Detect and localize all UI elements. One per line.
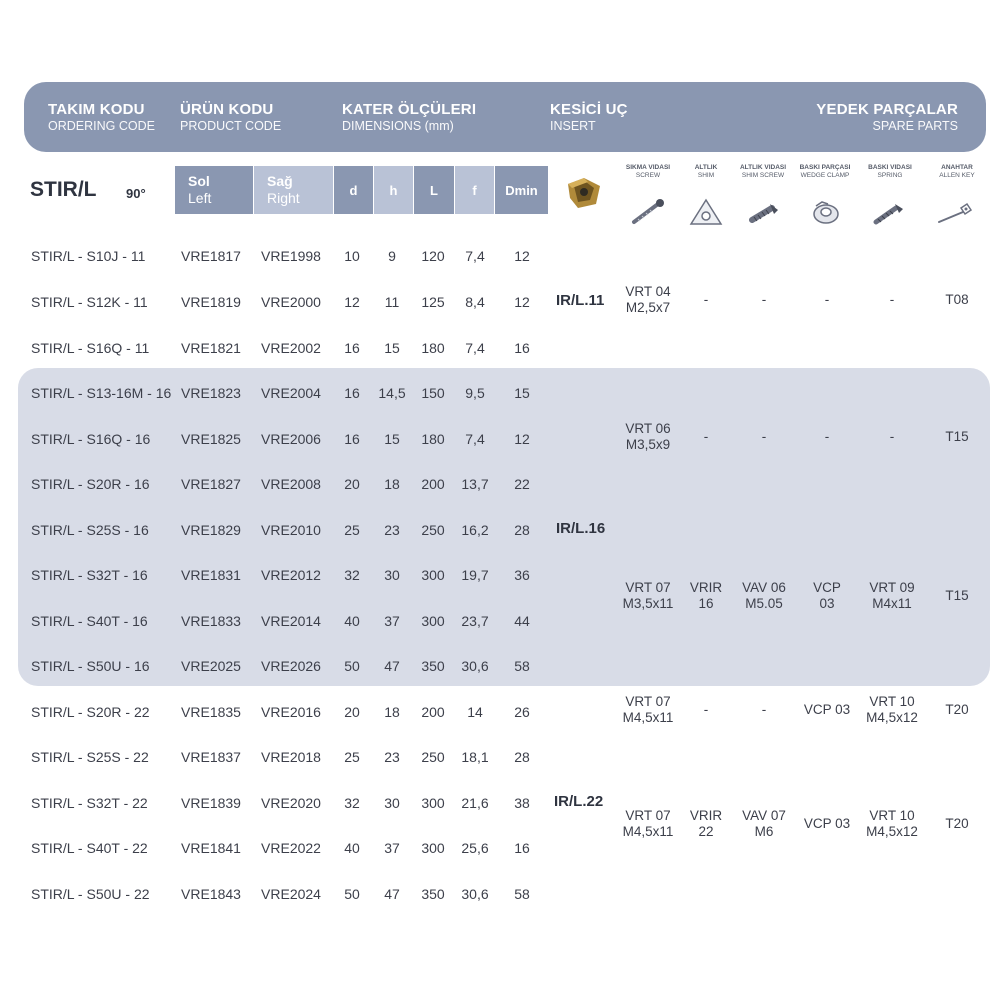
ordering-code: STIR/L - S25S - 16 bbox=[31, 522, 149, 538]
dim-L: 120 bbox=[421, 248, 445, 264]
right-product-code: VRE2018 bbox=[261, 749, 321, 765]
dim-f-header: f bbox=[455, 166, 494, 214]
dim-dmin: 28 bbox=[514, 522, 530, 538]
dim-d: 50 bbox=[344, 658, 360, 674]
spare-shim: - bbox=[703, 292, 709, 307]
dim-h: 23 bbox=[384, 522, 400, 538]
dim-f: 19,7 bbox=[461, 567, 489, 583]
dim-d: 40 bbox=[344, 840, 360, 856]
dim-L: 200 bbox=[421, 704, 445, 720]
right-product-code: VRE2022 bbox=[261, 840, 321, 856]
dim-d: 32 bbox=[344, 567, 360, 583]
left-product-code: VRE1833 bbox=[181, 613, 241, 629]
dim-L-header: L bbox=[414, 166, 454, 214]
dim-f: 9,5 bbox=[465, 385, 485, 401]
dim-d: 40 bbox=[344, 613, 360, 629]
dim-f: 13,7 bbox=[461, 476, 489, 492]
dim-dmin: 22 bbox=[514, 476, 530, 492]
dim-d: 20 bbox=[344, 704, 360, 720]
right-product-code: VRE2020 bbox=[261, 795, 321, 811]
spare-label-wedge-clamp: BASKI PARÇASI WEDGE CLAMP bbox=[799, 164, 851, 179]
dim-L: 300 bbox=[421, 840, 445, 856]
spare-screw: VRT 07 M4,5x11 bbox=[622, 808, 674, 839]
spring-screw-icon bbox=[870, 198, 906, 226]
ordering-code: STIR/L - S40T - 16 bbox=[31, 613, 148, 629]
left-product-code: VRE1821 bbox=[181, 340, 241, 356]
dim-L: 300 bbox=[421, 613, 445, 629]
dim-L: 180 bbox=[421, 340, 445, 356]
spare-shim: VRIR 16 bbox=[689, 580, 723, 611]
dim-f: 25,6 bbox=[461, 840, 489, 856]
tool-name: STIR/L bbox=[30, 178, 97, 201]
ordering-code: STIR/L - S16Q - 11 bbox=[31, 340, 150, 356]
header-product-code: ÜRÜN KODU PRODUCT CODE bbox=[180, 101, 282, 133]
right-column-header: Sağ Right bbox=[254, 166, 333, 214]
left-product-code: VRE1841 bbox=[181, 840, 241, 856]
spare-shim-screw: - bbox=[761, 429, 767, 444]
spare-allen-key: T20 bbox=[945, 816, 969, 831]
spare-wedge-clamp: VCP 03 bbox=[803, 816, 851, 831]
dim-dmin: 15 bbox=[514, 385, 530, 401]
right-product-code: VRE2006 bbox=[261, 431, 321, 447]
insert-16: IR/L.16 bbox=[556, 520, 606, 537]
header-insert: KESİCİ UÇ INSERT bbox=[550, 101, 628, 133]
right-product-code: VRE1998 bbox=[261, 248, 321, 264]
dim-h: 15 bbox=[384, 431, 400, 447]
dim-h: 11 bbox=[384, 294, 400, 310]
header-spare-parts: YEDEK PARÇALAR SPARE PARTS bbox=[816, 101, 958, 133]
ordering-code: STIR/L - S13-16M - 16 bbox=[31, 385, 172, 401]
dim-h: 47 bbox=[384, 658, 400, 674]
dim-dmin: 58 bbox=[514, 658, 530, 674]
table-row bbox=[0, 793, 1000, 813]
dim-dmin: 36 bbox=[514, 567, 530, 583]
dim-dmin: 12 bbox=[514, 431, 530, 447]
spare-shim: - bbox=[703, 429, 709, 444]
dim-h: 18 bbox=[384, 704, 400, 720]
dim-h: 37 bbox=[384, 840, 400, 856]
dim-L: 300 bbox=[421, 567, 445, 583]
spare-screw: VRT 07 M4,5x11 bbox=[622, 694, 674, 725]
dim-L: 125 bbox=[421, 294, 445, 310]
dim-h: 18 bbox=[384, 476, 400, 492]
dim-h: 47 bbox=[384, 886, 400, 902]
left-product-code: VRE1817 bbox=[181, 248, 241, 264]
insert-11: IR/L.11 bbox=[556, 292, 605, 309]
shim-screw-icon bbox=[746, 198, 782, 226]
dim-d: 16 bbox=[344, 340, 360, 356]
ordering-code: STIR/L - S32T - 22 bbox=[31, 795, 148, 811]
dim-L: 150 bbox=[421, 385, 445, 401]
spare-label-spring: BASKI VIDASI SPRING bbox=[868, 164, 912, 179]
right-product-code: VRE2000 bbox=[261, 294, 321, 310]
dim-f: 23,7 bbox=[461, 613, 489, 629]
dim-L: 300 bbox=[421, 795, 445, 811]
spare-wedge-clamp: VCP 03 bbox=[803, 702, 851, 717]
spare-allen-key: T15 bbox=[945, 429, 969, 444]
dim-dmin: 58 bbox=[514, 886, 530, 902]
dim-L: 250 bbox=[421, 749, 445, 765]
table-row bbox=[0, 656, 1000, 676]
dim-dmin-header: Dmin bbox=[495, 166, 548, 214]
dim-L: 350 bbox=[421, 658, 445, 674]
dim-d-header: d bbox=[334, 166, 373, 214]
dim-dmin: 12 bbox=[514, 248, 530, 264]
dim-dmin: 38 bbox=[514, 795, 530, 811]
header-dimensions: KATER ÖLÇÜLERI DIMENSIONS (mm) bbox=[342, 101, 477, 133]
right-product-code: VRE2016 bbox=[261, 704, 321, 720]
dim-L: 250 bbox=[421, 522, 445, 538]
left-product-code: VRE1839 bbox=[181, 795, 241, 811]
wedge-clamp-icon bbox=[808, 198, 844, 226]
spare-shim-screw: VAV 07 M6 bbox=[742, 808, 786, 839]
table-row bbox=[0, 383, 1000, 403]
table-row bbox=[0, 246, 1000, 266]
dim-h-header: h bbox=[374, 166, 413, 214]
spare-spring-screw: VRT 09 M4x11 bbox=[869, 580, 915, 611]
dim-d: 16 bbox=[344, 385, 360, 401]
ordering-code: STIR/L - S10J - 11 bbox=[31, 248, 146, 264]
dim-f: 30,6 bbox=[461, 658, 489, 674]
spare-spring-screw: - bbox=[889, 429, 895, 444]
dim-d: 12 bbox=[344, 294, 360, 310]
ordering-code: STIR/L - S40T - 22 bbox=[31, 840, 148, 856]
spare-spring-screw: VRT 10 M4,5x12 bbox=[866, 808, 918, 839]
insert-icon bbox=[564, 176, 604, 210]
spare-label-allen-key: ANAHTAR ALLEN KEY bbox=[939, 164, 975, 179]
dim-d: 25 bbox=[344, 749, 360, 765]
right-product-code: VRE2004 bbox=[261, 385, 321, 401]
dim-dmin: 16 bbox=[514, 840, 530, 856]
dim-f: 16,2 bbox=[461, 522, 489, 538]
dim-d: 32 bbox=[344, 795, 360, 811]
spare-wedge-clamp: - bbox=[824, 292, 830, 307]
table-row bbox=[0, 474, 1000, 494]
right-product-code: VRE2014 bbox=[261, 613, 321, 629]
spare-screw: VRT 04 M2,5x7 bbox=[625, 284, 671, 315]
left-product-code: VRE1831 bbox=[181, 567, 241, 583]
spare-spring-screw: VRT 10 M4,5x12 bbox=[866, 694, 918, 725]
dim-h: 14,5 bbox=[378, 385, 406, 401]
ordering-code: STIR/L - S32T - 16 bbox=[31, 567, 148, 583]
spare-wedge-clamp: - bbox=[824, 429, 830, 444]
dim-d: 25 bbox=[344, 522, 360, 538]
right-product-code: VRE2024 bbox=[261, 886, 321, 902]
ordering-code: STIR/L - S25S - 22 bbox=[31, 749, 149, 765]
spare-allen-key: T08 bbox=[945, 292, 969, 307]
spare-shim-screw: VAV 06 M5.05 bbox=[742, 580, 786, 611]
ordering-code: STIR/L - S20R - 16 bbox=[31, 476, 150, 492]
spare-spring-screw: - bbox=[889, 292, 895, 307]
left-product-code: VRE2025 bbox=[181, 658, 241, 674]
dim-d: 50 bbox=[344, 886, 360, 902]
dim-h: 15 bbox=[384, 340, 400, 356]
dim-dmin: 26 bbox=[514, 704, 530, 720]
insert-22: IR/L.22 bbox=[554, 793, 604, 810]
right-product-code: VRE2010 bbox=[261, 522, 321, 538]
tool-angle: 90° bbox=[126, 186, 146, 201]
shim-icon bbox=[688, 198, 724, 226]
dim-dmin: 44 bbox=[514, 613, 530, 629]
dim-dmin: 12 bbox=[514, 294, 530, 310]
table-row bbox=[0, 338, 1000, 358]
dim-L: 350 bbox=[421, 886, 445, 902]
left-product-code: VRE1819 bbox=[181, 294, 241, 310]
spare-label-shim-screw: ALTLIK VIDASI SHIM SCREW bbox=[739, 164, 787, 179]
table-row bbox=[0, 520, 1000, 540]
left-product-code: VRE1827 bbox=[181, 476, 241, 492]
spare-shim-screw: - bbox=[761, 292, 767, 307]
ordering-code: STIR/L - S12K - 11 bbox=[31, 294, 148, 310]
left-product-code: VRE1829 bbox=[181, 522, 241, 538]
left-product-code: VRE1823 bbox=[181, 385, 241, 401]
right-product-code: VRE2026 bbox=[261, 658, 321, 674]
table-row bbox=[0, 838, 1000, 858]
dim-f: 7,4 bbox=[465, 431, 485, 447]
spare-shim: - bbox=[703, 702, 709, 717]
spare-allen-key: T15 bbox=[945, 588, 969, 603]
dim-dmin: 28 bbox=[514, 749, 530, 765]
dim-h: 23 bbox=[384, 749, 400, 765]
spare-label-shim: ALTLIK SHIM bbox=[694, 164, 718, 179]
ordering-code: STIR/L - S50U - 16 bbox=[31, 658, 150, 674]
table-row bbox=[0, 747, 1000, 767]
spare-wedge-clamp: VCP 03 bbox=[813, 580, 841, 611]
spare-label-screw: SIKMA VIDASI SCREW bbox=[625, 164, 671, 179]
spare-shim-screw: - bbox=[761, 702, 767, 717]
left-column-header: Sol Left bbox=[175, 166, 253, 214]
right-product-code: VRE2008 bbox=[261, 476, 321, 492]
dim-d: 20 bbox=[344, 476, 360, 492]
ordering-code: STIR/L - S16Q - 16 bbox=[31, 431, 151, 447]
header-ordering-code: TAKIM KODU ORDERING CODE bbox=[48, 101, 155, 133]
spare-screw: VRT 07 M3,5x11 bbox=[622, 580, 674, 611]
ordering-code: STIR/L - S50U - 22 bbox=[31, 886, 150, 902]
table-row bbox=[0, 884, 1000, 904]
dim-f: 8,4 bbox=[465, 294, 485, 310]
left-product-code: VRE1843 bbox=[181, 886, 241, 902]
spare-shim: VRIR 22 bbox=[689, 808, 723, 839]
dim-f: 30,6 bbox=[461, 886, 489, 902]
ordering-code: STIR/L - S20R - 22 bbox=[31, 704, 150, 720]
dim-d: 16 bbox=[344, 431, 360, 447]
dim-f: 18,1 bbox=[461, 749, 489, 765]
dim-f: 14 bbox=[467, 704, 483, 720]
dim-h: 9 bbox=[388, 248, 396, 264]
dim-f: 21,6 bbox=[461, 795, 489, 811]
dim-f: 7,4 bbox=[465, 340, 485, 356]
left-product-code: VRE1835 bbox=[181, 704, 241, 720]
dim-d: 10 bbox=[344, 248, 360, 264]
dim-L: 180 bbox=[421, 431, 445, 447]
allen-key-icon bbox=[937, 198, 973, 226]
dim-h: 37 bbox=[384, 613, 400, 629]
dim-dmin: 16 bbox=[514, 340, 530, 356]
table-row bbox=[0, 611, 1000, 631]
spare-screw: VRT 06 M3,5x9 bbox=[625, 421, 671, 452]
dim-L: 200 bbox=[421, 476, 445, 492]
left-product-code: VRE1825 bbox=[181, 431, 241, 447]
dim-f: 7,4 bbox=[465, 248, 485, 264]
screw-icon bbox=[630, 198, 666, 226]
dim-h: 30 bbox=[384, 795, 400, 811]
spare-allen-key: T20 bbox=[945, 702, 969, 717]
right-product-code: VRE2002 bbox=[261, 340, 321, 356]
right-product-code: VRE2012 bbox=[261, 567, 321, 583]
left-product-code: VRE1837 bbox=[181, 749, 241, 765]
dim-h: 30 bbox=[384, 567, 400, 583]
